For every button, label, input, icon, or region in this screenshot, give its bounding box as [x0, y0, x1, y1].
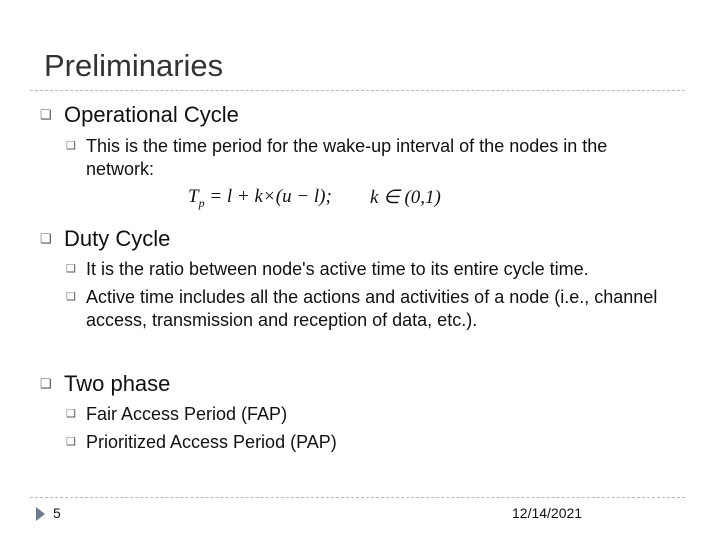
sub-item-text: It is the ratio between node's active time to its entire cycle time. — [86, 259, 589, 279]
square-bullet-icon: ❑ — [66, 291, 76, 303]
footer-divider — [30, 497, 685, 498]
square-bullet-icon: ❑ — [40, 376, 52, 391]
page-number: 5 — [53, 505, 61, 521]
section-heading: Two phase — [64, 371, 171, 396]
sub-item-text: Prioritized Access Period (PAP) — [86, 432, 337, 452]
bullet-duty-cycle — [40, 226, 170, 252]
square-bullet-icon: ❑ — [66, 140, 76, 152]
section-heading: Operational Cycle — [64, 102, 239, 127]
sub-item — [66, 135, 676, 181]
square-bullet-icon: ❑ — [40, 107, 52, 122]
bullet-operational-cycle — [40, 102, 239, 128]
sub-item-text: Fair Access Period (FAP) — [86, 404, 288, 424]
sub-item-text: Active time includes all the actions and activities of a node (i.e., channel access, transmission and reception of data, etc.). — [86, 287, 658, 330]
square-bullet-icon: ❑ — [66, 408, 76, 420]
cycle-formula — [188, 186, 441, 211]
sub-item — [66, 286, 676, 332]
sub-item — [66, 403, 676, 426]
sub-item — [66, 258, 676, 281]
sub-item-text: This is the time period for the wake-up interval of the nodes in the network: — [86, 136, 608, 179]
bullet-two-phase — [40, 371, 170, 397]
slide-date: 12/14/2021 — [512, 505, 583, 521]
formula-expression: $T_p = l + k\times(u - l)$; — [188, 186, 332, 210]
title-divider — [30, 90, 685, 91]
section-heading: Duty Cycle — [64, 226, 171, 251]
slide-title: Preliminaries — [44, 48, 224, 83]
footer-arrow-icon — [36, 507, 45, 521]
square-bullet-icon: ❑ — [66, 436, 76, 448]
square-bullet-icon: ❑ — [40, 231, 52, 246]
square-bullet-icon: ❑ — [66, 263, 76, 275]
sub-item — [66, 431, 676, 454]
formula-range: k ∈ (0,1) — [370, 187, 441, 208]
